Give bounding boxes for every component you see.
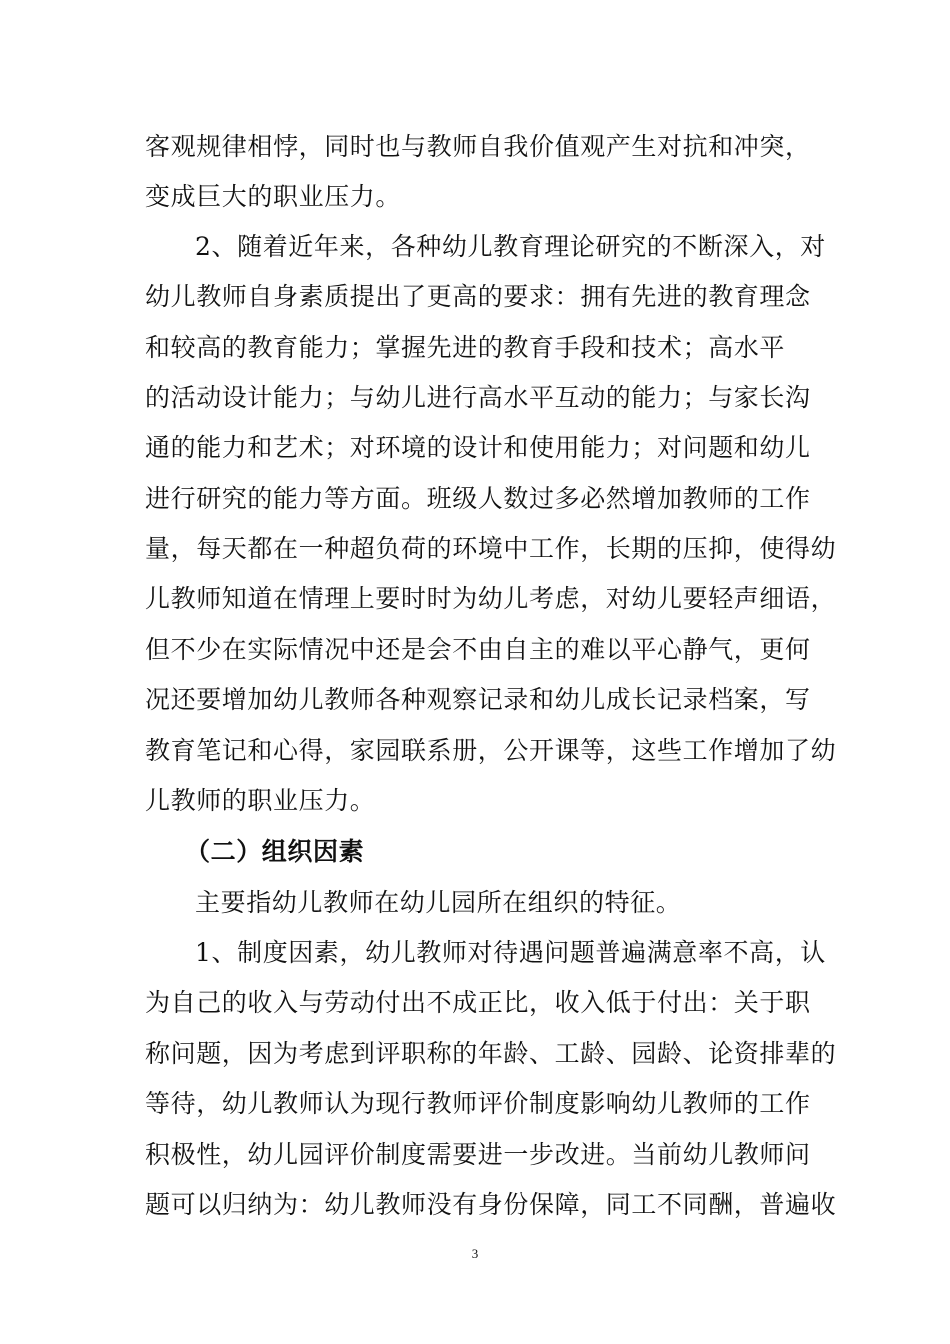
page-number: 3	[471, 1246, 479, 1261]
body-text-line: 进行研究的能力等方面。班级人数过多必然增加教师的工作	[145, 484, 811, 513]
body-text-line: 客观规律相悖，同时也与教师自我价值观产生对抗和冲突，	[145, 132, 811, 161]
body-text-line: 为自己的收入与劳动付出不成正比，收入低于付出：关于职	[145, 988, 811, 1017]
body-text-line: 儿教师的职业压力。	[145, 786, 376, 815]
paragraph-start-line: 2、随着近年来，各种幼儿教育理论研究的不断深入，对	[195, 232, 826, 261]
body-text-line: 幼儿教师自身素质提出了更高的要求：拥有先进的教育理念	[145, 282, 811, 311]
body-text-line: 等待，幼儿教师认为现行教师评价制度影响幼儿教师的工作	[145, 1089, 811, 1118]
body-text-line: 但不少在实际情况中还是会不由自主的难以平心静气，更何	[145, 635, 811, 664]
body-text-line: 儿教师知道在情理上要时时为幼儿考虑，对幼儿要轻声细语，	[145, 584, 837, 613]
body-text-line: 称问题，因为考虑到评职称的年龄、工龄、园龄、论资排辈的	[145, 1039, 837, 1068]
paragraph-start-line: 1、制度因素，幼儿教师对待遇问题普遍满意率不高，认	[195, 938, 826, 967]
body-text-line: 的活动设计能力；与幼儿进行高水平互动的能力；与家长沟	[145, 383, 811, 412]
body-text-line: 和较高的教育能力；掌握先进的教育手段和技术；高水平	[145, 333, 786, 362]
body-text-line: 教育笔记和心得，家园联系册，公开课等，这些工作增加了幼	[145, 736, 837, 765]
body-text-line: 积极性，幼儿园评价制度需要进一步改进。当前幼儿教师问	[145, 1140, 811, 1169]
body-text-line: 变成巨大的职业压力。	[145, 182, 402, 211]
section-heading: （二）组织因素	[185, 837, 365, 866]
body-text-line: 量，每天都在一种超负荷的环境中工作，长期的压抑，使得幼	[145, 534, 837, 563]
body-text-line: 题可以归纳为：幼儿教师没有身份保障，同工不同酬，普遍收	[145, 1190, 837, 1219]
paragraph-start-line: 主要指幼儿教师在幼儿园所在组织的特征。	[195, 888, 682, 917]
body-text-line: 通的能力和艺术；对环境的设计和使用能力；对问题和幼儿	[145, 433, 811, 462]
body-text-line: 况还要增加幼儿教师各种观察记录和幼儿成长记录档案，写	[145, 685, 811, 714]
